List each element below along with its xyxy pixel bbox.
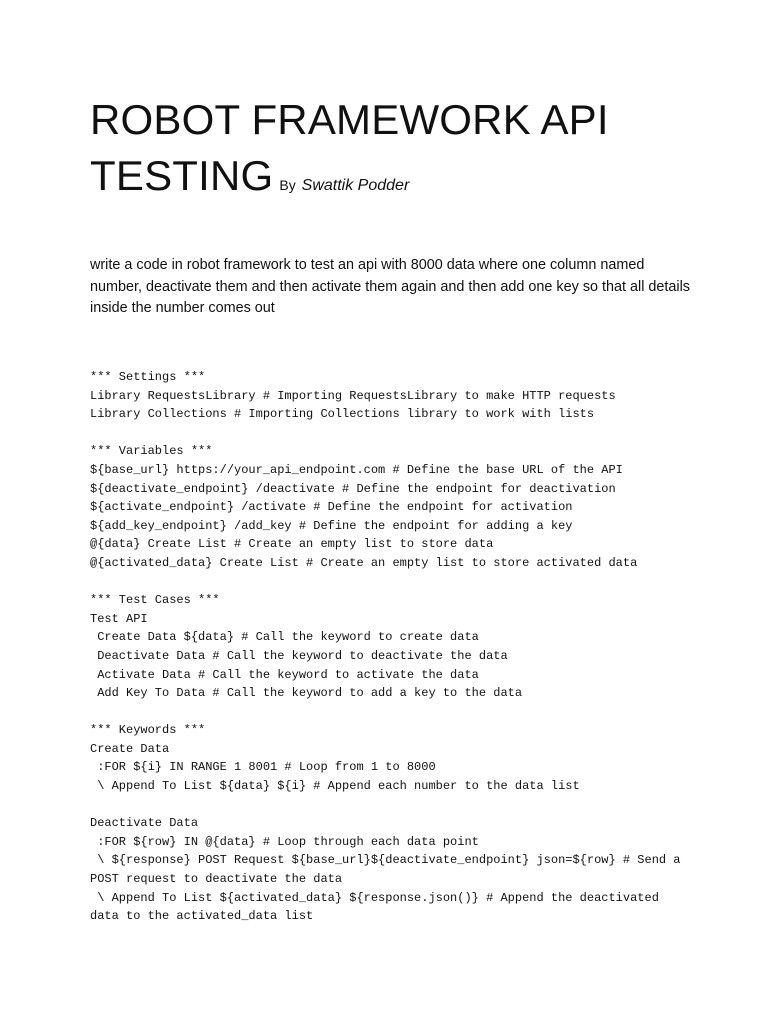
title-line-1: ROBOT FRAMEWORK API xyxy=(90,96,609,143)
code-line: Activate Data # Call the keyword to activate the data xyxy=(90,667,479,682)
byline xyxy=(279,177,409,193)
code-line: *** Keywords *** xyxy=(90,723,206,738)
code-line: Create Data ${data} # Call the keyword to create data xyxy=(90,630,479,645)
code-line: *** Variables *** xyxy=(90,444,213,459)
code-line: \ Append To List ${activated_data} ${response.json()} # Append the deactivated xyxy=(90,890,659,905)
code-line xyxy=(90,573,681,592)
code-line: ${activate_endpoint} /activate # Define the endpoint for activation xyxy=(90,500,573,515)
code-line: *** Settings *** xyxy=(90,370,206,384)
code-line: :FOR ${row} IN @{data} # Loop through each data point xyxy=(90,834,479,849)
code-line: ${deactivate_endpoint} /deactivate # Define the endpoint for deactivation xyxy=(90,481,616,496)
code-line xyxy=(90,796,681,815)
code-line: ${add_key_endpoint} /add_key # Define the endpoint for adding a key xyxy=(90,518,573,533)
prompt-paragraph: write a code in robot framework to test an api with 8000 data where one column named number, deactivate them and then activate them again and then add one key so that all details inside the number comes out xyxy=(90,257,691,316)
code-line: :FOR ${i} IN RANGE 1 8001 # Loop from 1 to 8000 xyxy=(90,760,436,775)
byline-prefix: By xyxy=(279,177,296,193)
author-name: Swattik Podder xyxy=(301,177,410,194)
code-line xyxy=(90,424,681,443)
code-line: Deactivate Data # Call the keyword to deactivate the data xyxy=(90,648,508,663)
code-line: Add Key To Data # Call the keyword to add a key to the data xyxy=(90,686,523,701)
code-line: Test API xyxy=(90,611,148,626)
code-line: *** Test Cases *** xyxy=(90,593,220,608)
title-line-2 xyxy=(90,148,609,214)
code-line: ${base_url} https://your_api_endpoint.com # Define the base URL of the API xyxy=(90,462,623,477)
code-line: Library RequestsLibrary # Importing RequestsLibrary to make HTTP requests xyxy=(90,388,616,403)
code-block xyxy=(90,368,681,926)
code-line xyxy=(90,703,681,722)
code-line: Deactivate Data xyxy=(90,816,199,831)
code-line: POST request to deactivate the data xyxy=(90,872,343,887)
code-line: Library Collections # Importing Collections library to work with lists xyxy=(90,407,595,422)
code-line: @{activated_data} Create List # Create an empty list to store activated data xyxy=(90,555,638,570)
code-line: \ Append To List ${data} ${i} # Append each number to the data list xyxy=(90,779,580,794)
title-line-2-text: TESTING xyxy=(90,152,274,199)
code-line: @{data} Create List # Create an empty list to store data xyxy=(90,537,494,552)
code-line: data to the activated_data list xyxy=(90,909,314,924)
document-title xyxy=(90,92,609,214)
code-line: Create Data xyxy=(90,741,170,756)
code-line: \ ${response} POST Request ${base_url}${deactivate_endpoint} json=${row} # Send a xyxy=(90,853,681,868)
